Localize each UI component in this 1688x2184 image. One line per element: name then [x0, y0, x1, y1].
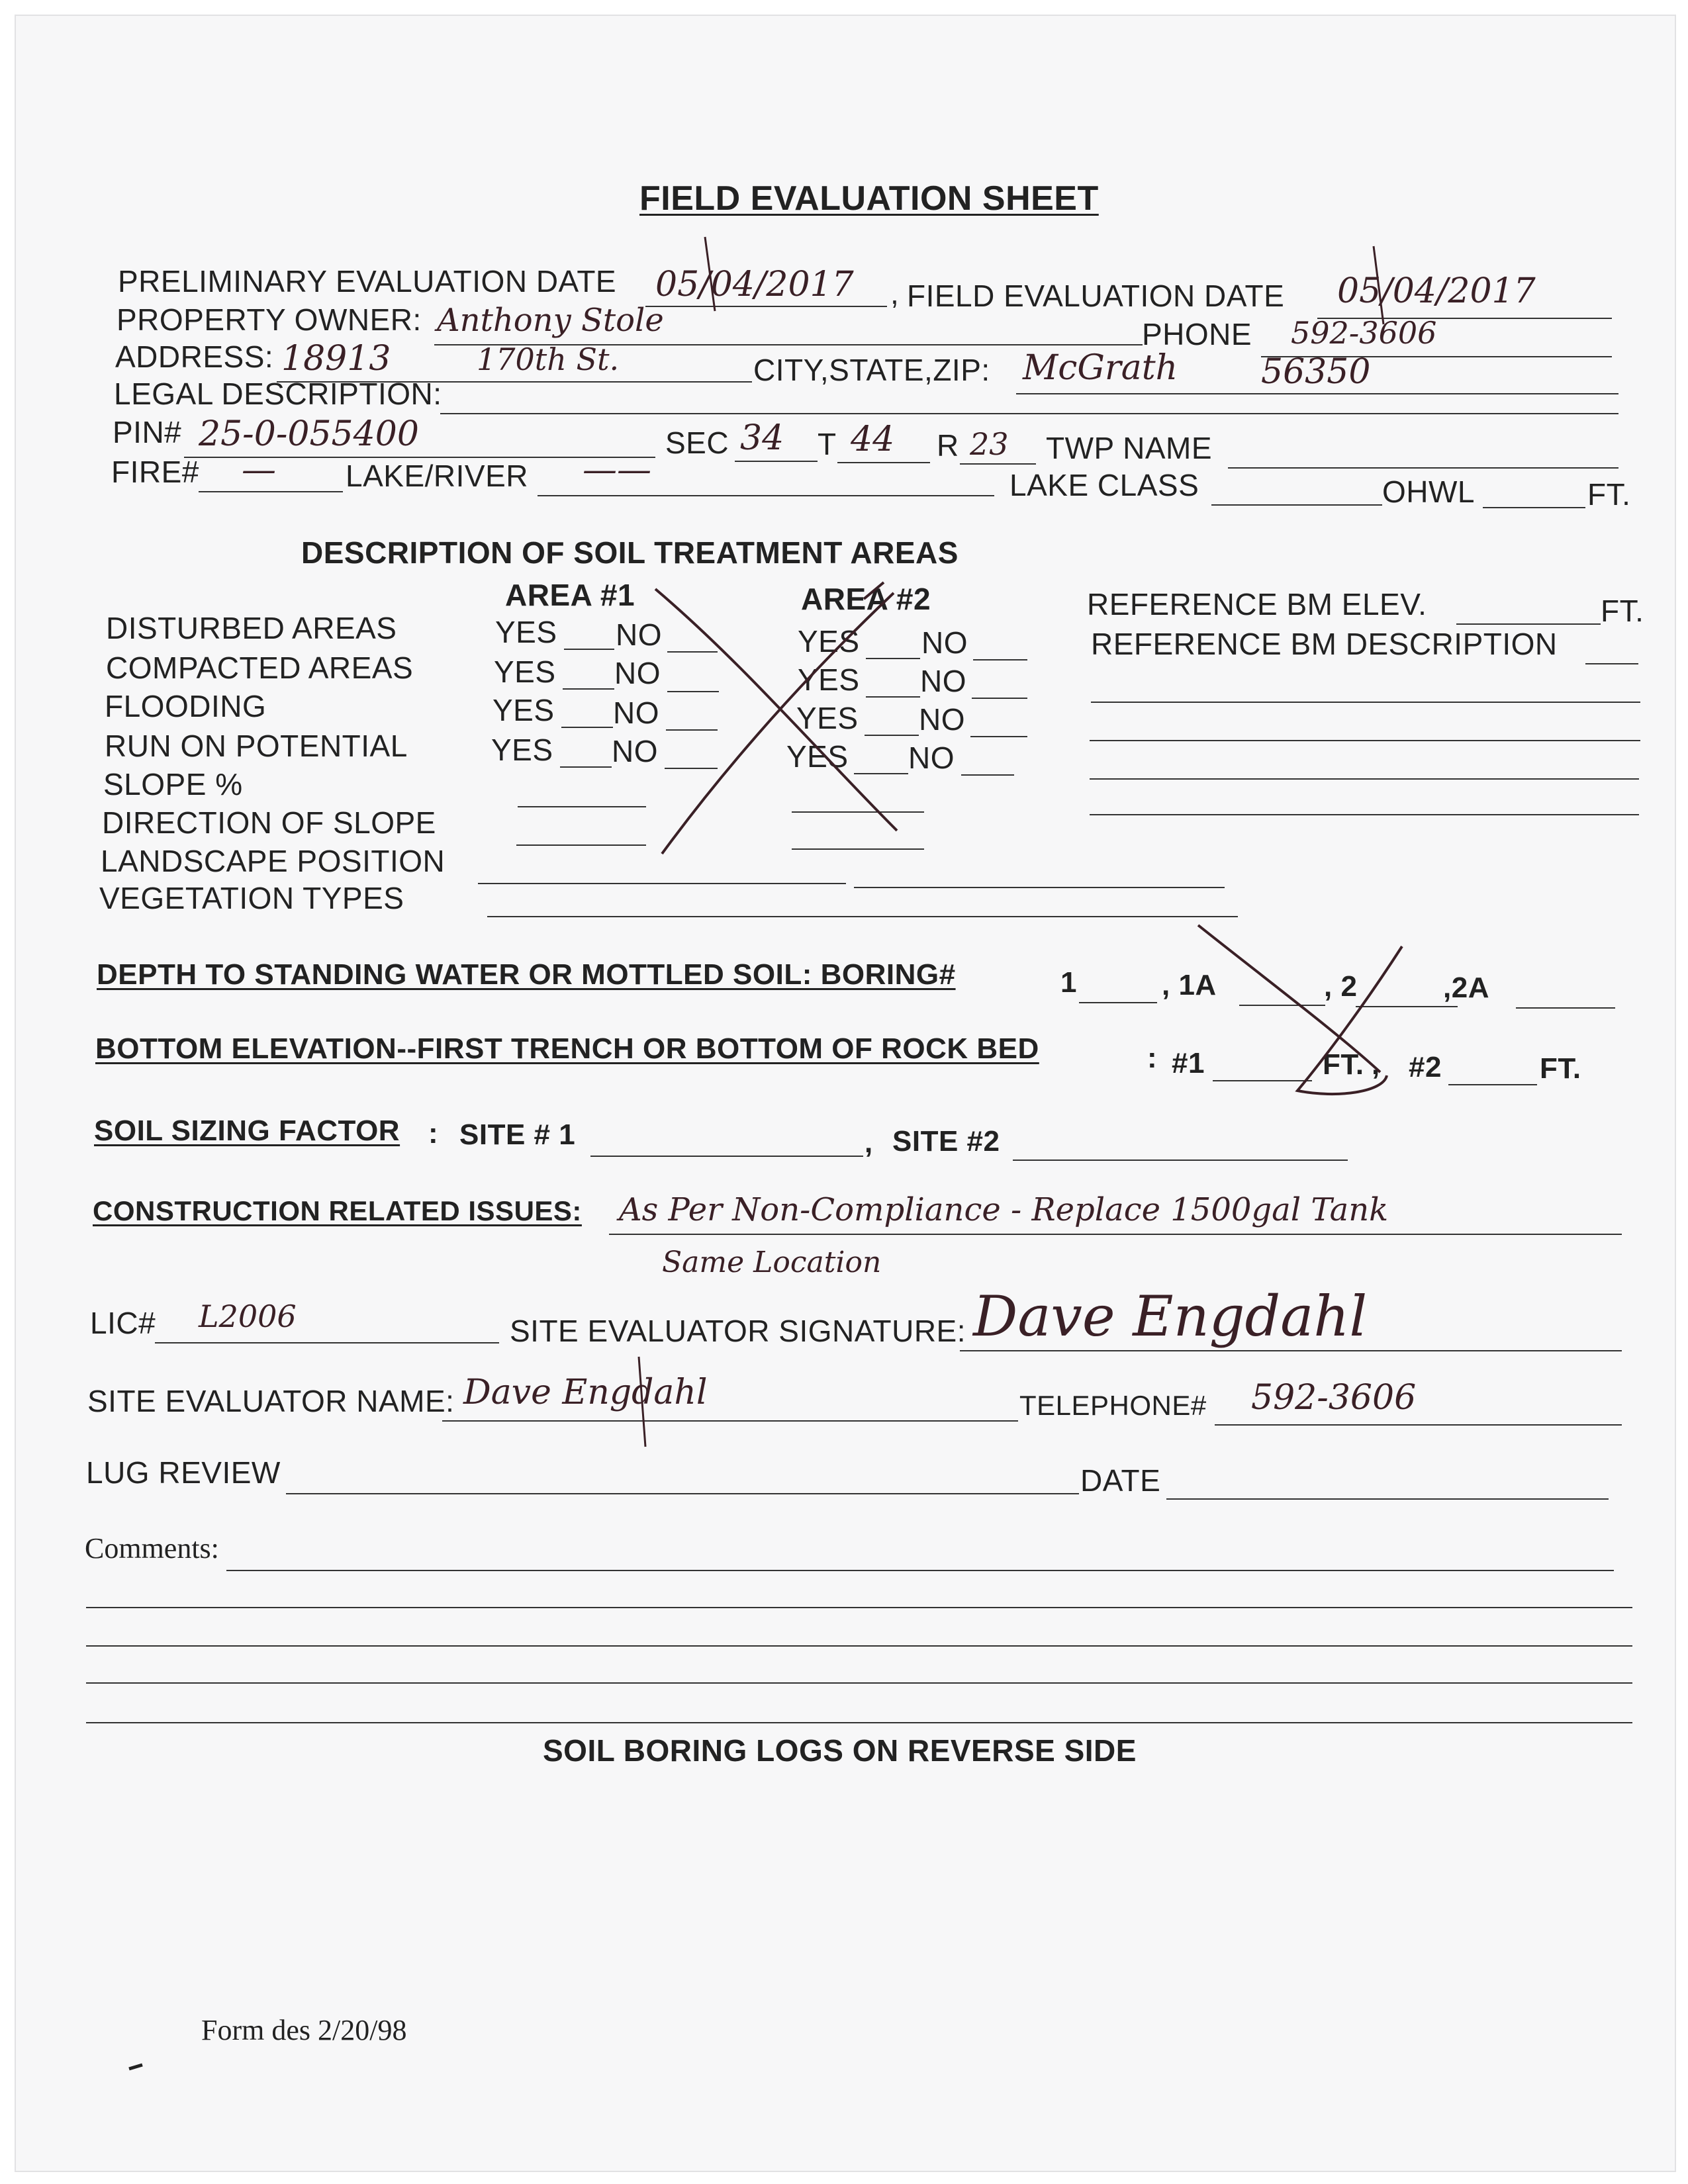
ohwl-ft-label: FT.: [1587, 477, 1631, 512]
evaluator-name-field[interactable]: Dave Engdahl: [463, 1373, 708, 1412]
pin-field[interactable]: 25-0-055400: [199, 414, 419, 454]
lug-review-line[interactable]: [286, 1493, 1079, 1494]
form-version: Form des 2/20/98: [201, 2014, 407, 2046]
sizing-colon: :: [428, 1117, 439, 1150]
construction-line: [609, 1234, 1622, 1235]
field-date-label: FIELD EVALUATION DATE: [907, 279, 1285, 313]
bm-desc-line-4[interactable]: [1090, 778, 1639, 780]
address-label: ADDRESS:: [115, 340, 274, 374]
comments-line-1[interactable]: [226, 1570, 1614, 1571]
area1-yes-line[interactable]: [561, 727, 613, 728]
bm-desc-line-5[interactable]: [1090, 814, 1639, 815]
bottom-ft2-label: FT.: [1540, 1052, 1581, 1085]
reverse-side-note: SOIL BORING LOGS ON REVERSE SIDE: [543, 1733, 1137, 1768]
area2-no: NO: [921, 625, 968, 660]
bottom-elev-colon: :: [1147, 1042, 1158, 1074]
signature-line: [960, 1350, 1622, 1351]
area1-direction-line[interactable]: [516, 844, 646, 846]
area1-no-line[interactable]: [667, 691, 719, 692]
bottom-n1-label: #1: [1172, 1047, 1205, 1079]
area2-yes: YES: [798, 662, 860, 697]
row-label: FLOODING: [105, 689, 267, 723]
review-date-line[interactable]: [1166, 1498, 1609, 1500]
row-label: DIRECTION OF SLOPE: [102, 805, 436, 840]
row-label: VEGETATION TYPES: [99, 881, 404, 915]
boring-1a-label: , 1A: [1162, 969, 1217, 1001]
area1-yes-line[interactable]: [564, 649, 614, 650]
bm-elev-label: REFERENCE BM ELEV.: [1087, 587, 1427, 621]
area1-yes: YES: [491, 733, 553, 767]
prelim-date-line: [645, 306, 887, 307]
t-line: [837, 462, 930, 463]
bottom-ft1-label: FT.: [1323, 1048, 1364, 1081]
area2-yes-line[interactable]: [854, 773, 908, 774]
area1-no: NO: [612, 734, 658, 768]
sec-line: [735, 461, 818, 462]
pin-label: PIN#: [113, 415, 182, 449]
area1-yes: YES: [494, 655, 556, 689]
prelim-date-comma: ,: [890, 276, 900, 310]
area1-slope-line[interactable]: [518, 806, 646, 807]
area1-heading: AREA #1: [505, 578, 635, 612]
area2-yes: YES: [798, 624, 860, 659]
evaluator-name-label: SITE EVALUATOR NAME:: [87, 1384, 455, 1418]
ohwl-label: OHWL: [1382, 475, 1475, 509]
fire-label: FIRE#: [111, 455, 199, 489]
boring-2a-line[interactable]: [1516, 1007, 1615, 1009]
row-label: DISTURBED AREAS: [106, 611, 397, 645]
area2-yes-line[interactable]: [866, 658, 920, 659]
area1-yes-line[interactable]: [563, 688, 614, 690]
lug-review-label: LUG REVIEW: [86, 1455, 281, 1490]
fire-line: [199, 491, 343, 492]
bm-desc-label: REFERENCE BM DESCRIPTION: [1091, 627, 1558, 661]
soil-heading: DESCRIPTION OF SOIL TREATMENT AREAS: [301, 535, 959, 570]
sec-label: SEC: [665, 426, 729, 460]
area1-yes-line[interactable]: [560, 766, 612, 768]
bm-desc-line-3[interactable]: [1090, 740, 1640, 741]
row-label: COMPACTED AREAS: [106, 651, 414, 685]
construction-field[interactable]: As Per Non-Compliance - Replace 1500gal Tank: [619, 1191, 1389, 1228]
owner-label: PROPERTY OWNER:: [117, 302, 422, 337]
area2-no-line[interactable]: [973, 659, 1027, 660]
area1-no: NO: [613, 696, 659, 730]
comments-label: Comments:: [85, 1532, 219, 1565]
bottom-comma: ,: [1372, 1048, 1380, 1081]
row-label: SLOPE %: [103, 767, 243, 801]
telephone-label: TELEPHONE#: [1019, 1390, 1207, 1421]
phone-label: PHONE: [1142, 317, 1252, 351]
construction-field-2[interactable]: Same Location: [662, 1246, 882, 1279]
fire-field[interactable]: —: [242, 450, 276, 490]
area2-heading: AREA #2: [801, 582, 931, 616]
field-date-field[interactable]: 05/04/2017: [1337, 271, 1536, 311]
area2-direction-line[interactable]: [792, 848, 924, 850]
boring-2-label: , 2: [1324, 970, 1358, 1003]
city-line: [1016, 393, 1618, 394]
area1-no-line[interactable]: [667, 651, 718, 653]
sizing-comma: ,: [865, 1126, 873, 1159]
signature-field[interactable]: Dave Engdahl: [973, 1284, 1368, 1349]
site1-label: SITE # 1: [459, 1118, 576, 1151]
lic-field[interactable]: L2006: [199, 1298, 297, 1334]
area1-yes: YES: [495, 615, 557, 649]
lake-field[interactable]: ——: [583, 450, 651, 490]
area1-no-line[interactable]: [666, 729, 718, 731]
bottom-n2-line[interactable]: [1448, 1084, 1537, 1085]
lic-label: LIC#: [90, 1306, 156, 1340]
boring-2a-label: ,2A: [1443, 972, 1489, 1004]
owner-field[interactable]: Anthony Stole: [437, 302, 664, 339]
twp-label: TWP NAME: [1046, 431, 1213, 465]
t-field[interactable]: 44: [851, 420, 895, 459]
prelim-date-field[interactable]: 05/04/2017: [655, 265, 854, 304]
area1-no: NO: [614, 656, 661, 690]
area1-no: NO: [616, 617, 662, 652]
boring-2-line[interactable]: [1356, 1006, 1458, 1007]
lake-label: LAKE/RIVER: [346, 459, 528, 493]
area1-no-line[interactable]: [665, 768, 718, 769]
evaluator-name-line: [442, 1420, 1018, 1422]
area2-slope-line[interactable]: [792, 811, 924, 813]
lake-class-label: LAKE CLASS: [1009, 468, 1199, 502]
bm-desc-line[interactable]: [1585, 663, 1638, 664]
site1-line[interactable]: [590, 1156, 863, 1157]
phone-field[interactable]: 592-3606: [1291, 315, 1437, 351]
comments-line-4[interactable]: [86, 1682, 1632, 1684]
r-field[interactable]: 23: [970, 426, 1009, 462]
telephone-line: [1215, 1424, 1622, 1426]
address-field[interactable]: 18913: [281, 339, 391, 379]
area2-yes: YES: [786, 739, 849, 774]
lake-class-line[interactable]: [1211, 504, 1382, 506]
site2-line[interactable]: [1013, 1160, 1348, 1161]
row-label: RUN ON POTENTIAL: [105, 729, 408, 763]
bm-desc-line-2[interactable]: [1091, 702, 1640, 703]
area2-no: NO: [919, 702, 965, 737]
bottom-n1-line[interactable]: [1213, 1080, 1312, 1081]
landscape-line-1[interactable]: [478, 883, 846, 884]
area2-no: NO: [920, 664, 966, 698]
city-field[interactable]: McGrath: [1023, 348, 1178, 388]
comments-line-3[interactable]: [86, 1645, 1632, 1647]
lake-line: [538, 495, 994, 496]
prelim-date-label: PRELIMINARY EVALUATION DATE: [118, 264, 617, 298]
telephone-field[interactable]: 592-3606: [1251, 1378, 1417, 1418]
r-line: [960, 463, 1036, 465]
legal-label: LEGAL DESCRIPTION:: [114, 377, 442, 411]
ohwl-line[interactable]: [1483, 507, 1585, 508]
review-date-label: DATE: [1080, 1463, 1161, 1498]
construction-label: CONSTRUCTION RELATED ISSUES:: [93, 1195, 582, 1226]
area2-no-line[interactable]: [961, 774, 1014, 776]
comments-line-5[interactable]: [86, 1722, 1632, 1723]
twp-line[interactable]: [1228, 467, 1618, 469]
site2-label: SITE #2: [892, 1125, 1000, 1158]
area2-no-line[interactable]: [970, 736, 1027, 737]
zip-field[interactable]: 56350: [1261, 352, 1371, 392]
city-label: CITY,STATE,ZIP:: [753, 353, 990, 387]
area2-yes: YES: [796, 701, 859, 735]
bottom-elev-label: BOTTOM ELEVATION--FIRST TRENCH OR BOTTOM OF ROCK BED: [95, 1032, 1039, 1065]
sec-field[interactable]: 34: [740, 418, 784, 458]
boring-1-label: 1: [1060, 966, 1077, 999]
signature-label: SITE EVALUATOR SIGNATURE:: [510, 1314, 966, 1348]
vegetation-line[interactable]: [487, 916, 1238, 917]
bottom-n2-label: #2: [1409, 1051, 1442, 1083]
lic-line: [155, 1342, 499, 1343]
bm-ft-label: FT.: [1601, 594, 1644, 628]
street-field[interactable]: 170th St.: [477, 341, 620, 377]
depth-label: DEPTH TO STANDING WATER OR MOTTLED SOIL: BORING#: [97, 958, 956, 991]
legal-line[interactable]: [440, 413, 1618, 414]
landscape-line-2[interactable]: [854, 887, 1225, 888]
area2-yes-line[interactable]: [866, 696, 920, 698]
comments-line-2[interactable]: [86, 1607, 1632, 1608]
boring-1-line[interactable]: [1079, 1002, 1157, 1003]
area1-yes: YES: [492, 693, 555, 727]
row-label: LANDSCAPE POSITION: [101, 844, 445, 878]
area2-no: NO: [908, 741, 955, 775]
area2-no-line[interactable]: [972, 698, 1027, 699]
sizing-label: SOIL SIZING FACTOR: [94, 1115, 400, 1147]
r-label: R: [937, 428, 959, 463]
page-title: FIELD EVALUATION SHEET: [639, 179, 1099, 218]
area2-yes-line[interactable]: [865, 735, 919, 736]
t-label: T: [818, 427, 837, 461]
boring-1a-line[interactable]: [1239, 1005, 1325, 1006]
bm-elev-line[interactable]: [1456, 623, 1601, 625]
